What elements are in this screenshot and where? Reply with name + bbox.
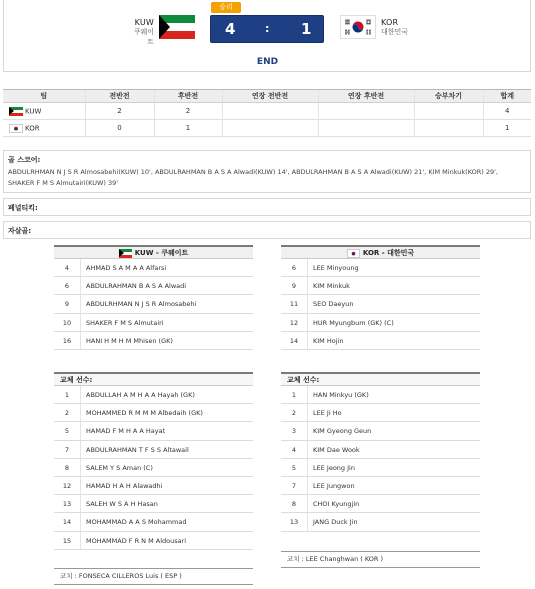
player-name: HUR Myungbum (GK) (C) <box>313 318 394 327</box>
team-code: KOR <box>25 124 40 132</box>
column-divider <box>80 386 81 403</box>
player-row <box>281 259 480 277</box>
away-team-info <box>381 18 408 37</box>
header-extra-first: 연장 전반전 <box>222 90 318 103</box>
away-starters-list <box>281 259 480 350</box>
win-badge: 승리 <box>211 2 241 13</box>
column-divider <box>307 513 308 530</box>
column-divider <box>307 477 308 494</box>
penalty-box <box>3 198 531 216</box>
kuwait-flag-icon <box>119 249 132 258</box>
player-number: 13 <box>289 518 299 527</box>
player-number: 9 <box>291 282 297 291</box>
away-team-name: 대한민국 <box>381 28 409 36</box>
home-lineup-header <box>54 245 253 259</box>
player-number: 7 <box>64 445 70 454</box>
player-name: MOHAMMED R M M M Albedaih (GK) <box>86 409 203 418</box>
score-cell <box>222 120 318 137</box>
player-name: ABDULLAH A M H A A Hayah (GK) <box>86 391 195 399</box>
home-coach: 코치 : FONSECA CILLEROS Luis ( ESP ) <box>54 568 253 585</box>
score-separator: : <box>265 22 270 35</box>
player-name: MOHAMMAD A A S Mohammad <box>86 518 187 527</box>
header-first-half: 전반전 <box>85 90 154 103</box>
player-number: 15 <box>62 536 72 545</box>
player-name: LEE Jungwon <box>313 481 355 490</box>
player-name: AHMAD S A M A A Alfarsi <box>86 264 167 272</box>
column-divider <box>80 477 81 494</box>
player-number: 3 <box>291 427 297 436</box>
away-score: 1 <box>301 20 312 38</box>
home-team-info <box>128 18 154 47</box>
player-name: HAMAD F M H A A Hayat <box>86 427 166 436</box>
team-cell <box>3 120 85 137</box>
player-name: KIM Gyeong Geun <box>313 427 372 436</box>
player-number: 7 <box>291 481 297 490</box>
column-divider <box>307 495 308 512</box>
column-divider <box>80 441 81 458</box>
column-divider <box>307 441 308 458</box>
away-coach-block <box>281 551 480 568</box>
home-team-code: KUW <box>134 18 154 27</box>
player-row <box>54 259 253 277</box>
away-subs <box>281 372 480 532</box>
player-name: JANG Duck Jin <box>313 518 358 527</box>
goal-scorers-text: ABDULRHMAN N J S R Almosabehi(KUW) 10', ABDULRAHMAN B A S A Alwadi(KUW) 14', ABDULRAHMAN B A S A Alwadi(KUW) 21', KIM Minkuk(KOR) 29', SHAKER F M S Almutairi(KUW) 39' <box>8 168 498 187</box>
player-row <box>54 295 253 313</box>
player-row <box>281 295 480 313</box>
player-row <box>281 277 480 295</box>
player-name: SEO Daeyun <box>313 300 354 309</box>
player-number: 8 <box>291 500 297 509</box>
column-divider <box>80 295 81 312</box>
player-row <box>281 495 480 513</box>
player-name: HAN Minkyu (GK) <box>313 391 369 399</box>
score-cell <box>222 103 318 120</box>
player-row <box>54 477 253 495</box>
player-number: 8 <box>64 463 70 472</box>
player-row <box>281 422 480 440</box>
player-number: 2 <box>291 409 297 418</box>
home-score: 4 <box>225 20 236 38</box>
player-number: 9 <box>64 300 70 309</box>
score-cell: 1 <box>154 120 222 137</box>
player-row <box>281 441 480 459</box>
kuwait-flag-icon <box>9 107 23 116</box>
home-team-name: 쿠웨이트 <box>133 28 154 46</box>
column-divider <box>80 332 81 349</box>
total-cell: 1 <box>483 120 531 137</box>
total-cell: 4 <box>483 103 531 120</box>
home-lineup <box>54 245 253 350</box>
score-cell: 0 <box>85 120 154 137</box>
away-subs-list <box>281 386 480 532</box>
player-number: 4 <box>64 264 70 272</box>
away-lineup-header <box>281 245 480 259</box>
player-name: HAMAD H A H Alawadhi <box>86 481 163 490</box>
score-cell <box>318 120 414 137</box>
player-row <box>281 386 480 404</box>
home-starters-list <box>54 259 253 350</box>
player-row <box>281 314 480 332</box>
player-number: 13 <box>62 500 72 509</box>
column-divider <box>80 277 81 294</box>
player-name: SHAKER F M S Almutairi <box>86 318 164 327</box>
score-cell <box>414 103 483 120</box>
player-row <box>54 404 253 422</box>
away-coach: 코치 : LEE Changhwan ( KOR ) <box>281 551 480 568</box>
home-subs <box>54 372 253 550</box>
scoreboard <box>210 15 324 43</box>
column-divider <box>80 404 81 421</box>
column-divider <box>80 459 81 476</box>
player-name: SALEH W S A H Hasan <box>86 500 158 509</box>
own-goal-box <box>3 221 531 239</box>
player-number: 14 <box>289 336 299 345</box>
player-name: KIM Minkuk <box>313 282 350 291</box>
player-row <box>281 404 480 422</box>
player-number: 6 <box>64 282 70 291</box>
kuwait-flag-icon <box>159 15 195 39</box>
home-coach-block <box>54 568 253 585</box>
player-number: 12 <box>289 318 299 327</box>
player-row <box>54 513 253 531</box>
team-code: KUW <box>25 107 42 115</box>
player-row <box>281 513 480 531</box>
score-cell: 2 <box>154 103 222 120</box>
column-divider <box>307 259 308 276</box>
header-total: 합계 <box>483 90 531 103</box>
player-number: 1 <box>291 391 297 399</box>
penalty-label: 페널티킥: <box>8 204 38 212</box>
away-lineup-title: KOR - 대한민국 <box>362 249 415 257</box>
korea-flag-icon <box>9 124 23 133</box>
header-shootout: 승부차기 <box>414 90 483 103</box>
player-row <box>54 277 253 295</box>
player-name: LEE Minyoung <box>313 264 359 272</box>
team-cell <box>3 103 85 120</box>
player-number: 1 <box>64 391 70 399</box>
score-cell: 2 <box>85 103 154 120</box>
player-number: 6 <box>291 264 297 272</box>
player-row <box>54 422 253 440</box>
header-extra-second: 연장 후반전 <box>318 90 414 103</box>
korea-flag-icon <box>340 15 376 39</box>
player-number: 5 <box>64 427 70 436</box>
column-divider <box>80 513 81 530</box>
score-cell <box>414 120 483 137</box>
player-row <box>54 459 253 477</box>
player-name: CHOI Kyungjin <box>313 500 360 509</box>
player-name: ABDULRHMAN N J S R Almosabehi <box>86 300 197 309</box>
column-divider <box>80 314 81 331</box>
player-name: MOHAMMAD F R N M Aldousari <box>86 536 187 545</box>
player-number: 12 <box>62 481 72 490</box>
column-divider <box>80 259 81 276</box>
player-row <box>281 477 480 495</box>
home-lineup-title: KUW - 쿠웨이트 <box>134 249 189 257</box>
player-row <box>54 332 253 350</box>
player-row <box>54 314 253 332</box>
player-row <box>54 386 253 404</box>
period-table-header-row <box>3 90 531 103</box>
player-row <box>54 495 253 513</box>
column-divider <box>307 332 308 349</box>
column-divider <box>80 532 81 549</box>
away-lineup <box>281 245 480 350</box>
away-subs-header: 교체 선수: <box>281 372 480 386</box>
goal-scorers-label: 골 스코어: <box>8 156 41 164</box>
column-divider <box>80 422 81 439</box>
player-row <box>54 441 253 459</box>
table-row <box>3 120 531 137</box>
player-name: KIM Hojin <box>313 336 344 345</box>
player-name: ABDULRAHMAN T F S S Altawail <box>86 445 189 454</box>
column-divider <box>307 295 308 312</box>
column-divider <box>307 459 308 476</box>
player-name: ABDULRAHMAN B A S A Alwadi <box>86 282 187 291</box>
player-row <box>54 532 253 550</box>
home-subs-list <box>54 386 253 550</box>
goal-scorers-box <box>3 150 531 193</box>
header-second-half: 후반전 <box>154 90 222 103</box>
korea-flag-icon <box>347 249 360 258</box>
column-divider <box>80 495 81 512</box>
column-divider <box>307 314 308 331</box>
column-divider <box>307 277 308 294</box>
period-score-table <box>3 89 531 137</box>
player-number: 11 <box>289 300 299 309</box>
player-name: SALEM Y S Aman (C) <box>86 463 153 472</box>
column-divider <box>307 422 308 439</box>
own-goal-label: 자살골: <box>8 227 32 235</box>
player-number: 16 <box>62 336 72 345</box>
table-row <box>3 103 531 120</box>
column-divider <box>307 404 308 421</box>
score-cell <box>318 103 414 120</box>
away-team-code: KOR <box>381 18 399 27</box>
player-number: 10 <box>62 318 72 327</box>
home-subs-header: 교체 선수: <box>54 372 253 386</box>
player-name: LEE Ji Ho <box>313 409 342 418</box>
player-number: 2 <box>64 409 70 418</box>
player-name: LEE Jeong Jin <box>313 463 355 472</box>
header-team: 팀 <box>3 90 85 103</box>
player-name: KIM Dae Wook <box>313 445 360 454</box>
player-row <box>281 332 480 350</box>
column-divider <box>307 386 308 403</box>
player-name: HANI H M H M Mhisen (GK) <box>86 336 173 345</box>
player-number: 5 <box>291 463 297 472</box>
player-number: 14 <box>62 518 72 527</box>
match-status: END <box>256 57 279 67</box>
player-row <box>281 459 480 477</box>
player-number: 4 <box>291 445 297 454</box>
